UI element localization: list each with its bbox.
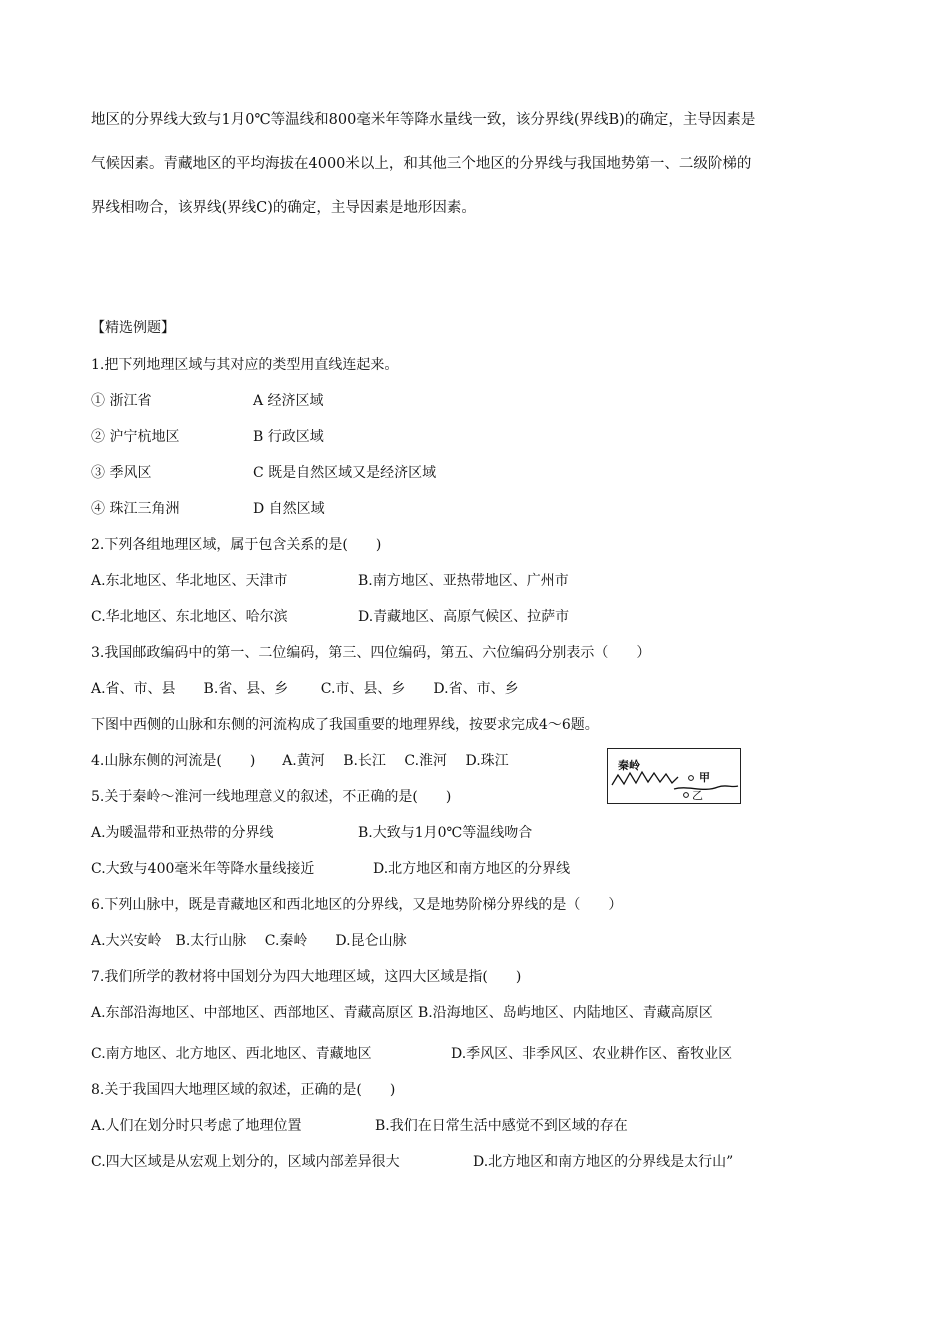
q5-options-cd xyxy=(91,859,570,879)
lead-text: 下图中西侧的山脉和东侧的河流构成了我国重要的地理界线，按要求完成4～6题。 xyxy=(91,717,599,733)
q7-option-d: D.季风区、非季风区、农业耕作区、畜牧业区 xyxy=(451,1046,733,1062)
q1-left-2: ② 沪宁杭地区 xyxy=(91,429,180,445)
map-label-yi: 乙 xyxy=(692,789,703,802)
mountain-range-line xyxy=(612,772,678,785)
q8-options-cd xyxy=(91,1152,733,1172)
q4-options: A.黄河 B.长江 C.淮河 D.珠江 xyxy=(282,753,509,769)
q2-stem: 2.下列各组地理区域，属于包含关系的是( ) xyxy=(91,537,382,553)
q1-left-4: ④ 珠江三角洲 xyxy=(91,501,180,517)
map-label-jia: 甲 xyxy=(699,771,710,784)
q5-option-a: A.为暖温带和亚热带的分界线 xyxy=(91,825,274,841)
q8-option-c: C.四大区域是从宏观上划分的，区域内部差异很大 xyxy=(91,1154,400,1170)
q8-stem: 8.关于我国四大地理区域的叙述，正确的是( ) xyxy=(91,1082,396,1098)
q5-option-c: C.大致与400毫米年等降水量线接近 xyxy=(91,861,315,877)
q6-options: A.大兴安岭 B.太行山脉 C.秦岭 D.昆仑山脉 xyxy=(91,933,407,949)
q2-option-a: A.东北地区、华北地区、天津市 xyxy=(91,573,288,589)
q4-stem: 4.山脉东侧的河流是( ) xyxy=(91,753,256,769)
intro-line-3: 界线相吻合，该界线(界线C)的确定，主导因素是地形因素。 xyxy=(91,200,476,216)
q8-option-d: D.北方地区和南方地区的分界线是太行山” xyxy=(473,1154,734,1170)
intro-paragraph xyxy=(91,98,871,230)
q7-stem: 7.我们所学的教材将中国划分为四大地理区域，这四大区域是指( ) xyxy=(91,969,522,985)
q5-stem: 5.关于秦岭～淮河一线地理意义的叙述，不正确的是( ) xyxy=(91,789,452,805)
q1-right-2: B 行政区域 xyxy=(253,429,324,445)
map-mountain-label: 秦岭 xyxy=(618,759,640,772)
river-line xyxy=(674,786,738,789)
section-title: 【精选例题】 xyxy=(91,320,175,336)
q7-options-cd xyxy=(91,1044,732,1064)
q7-options-ab: A.东部沿海地区、中部地区、西部地区、青藏高原区 B.沿海地区、岛屿地区、内陆地区、青藏高原区 xyxy=(91,1005,713,1021)
q7-option-c: C.南方地区、北方地区、西北地区、青藏地区 xyxy=(91,1046,372,1062)
location-jia-marker xyxy=(689,776,694,781)
q4-line xyxy=(91,751,509,771)
q6-stem: 6.下列山脉中，既是青藏地区和西北地区的分界线，又是地势阶梯分界线的是（ ） xyxy=(91,897,623,913)
q2-options-ab xyxy=(91,571,569,591)
q3-options: A.省、市、县 B.省、县、乡 C.市、县、乡 D.省、市、乡 xyxy=(91,681,519,697)
q2-option-b: B.南方地区、亚热带地区、广州市 xyxy=(358,573,569,589)
q1-right-4: D 自然区域 xyxy=(253,501,325,517)
q8-option-a: A.人们在划分时只考虑了地理位置 xyxy=(91,1118,302,1134)
q1-right-3: C 既是自然区域又是经济区域 xyxy=(253,465,437,481)
q2-option-c: C.华北地区、东北地区、哈尔滨 xyxy=(91,609,288,625)
q2-options-cd xyxy=(91,607,569,627)
q1-left-1: ① 浙江省 xyxy=(91,393,152,409)
q8-option-b: B.我们在日常生活中感觉不到区域的存在 xyxy=(375,1118,628,1134)
q2-option-d: D.青藏地区、高原气候区、拉萨市 xyxy=(358,609,570,625)
intro-line-1: 地区的分界线大致与1月0℃等温线和800毫米年等降水量线一致，该分界线(界线B)的确定，主导因素是 xyxy=(91,112,756,128)
q1-left-3: ③ 季风区 xyxy=(91,465,152,481)
qinling-map-figure xyxy=(607,748,741,804)
q1-right-1: A 经济区域 xyxy=(253,393,324,409)
q1-stem: 1.把下列地理区域与其对应的类型用直线连起来。 xyxy=(91,357,399,373)
intro-line-2: 气候因素。青藏地区的平均海拔在4000米以上，和其他三个地区的分界线与我国地势第一、二级阶梯的 xyxy=(91,156,752,172)
q8-options-ab xyxy=(91,1116,628,1136)
q5-options-ab xyxy=(91,823,532,843)
q5-option-d: D.北方地区和南方地区的分界线 xyxy=(373,861,571,877)
q3-stem: 3.我国邮政编码中的第一、二位编码，第三、四位编码，第五、六位编码分别表示（ ） xyxy=(91,645,651,661)
q5-option-b: B.大致与1月0℃等温线吻合 xyxy=(358,825,533,841)
location-yi-marker xyxy=(684,793,689,798)
